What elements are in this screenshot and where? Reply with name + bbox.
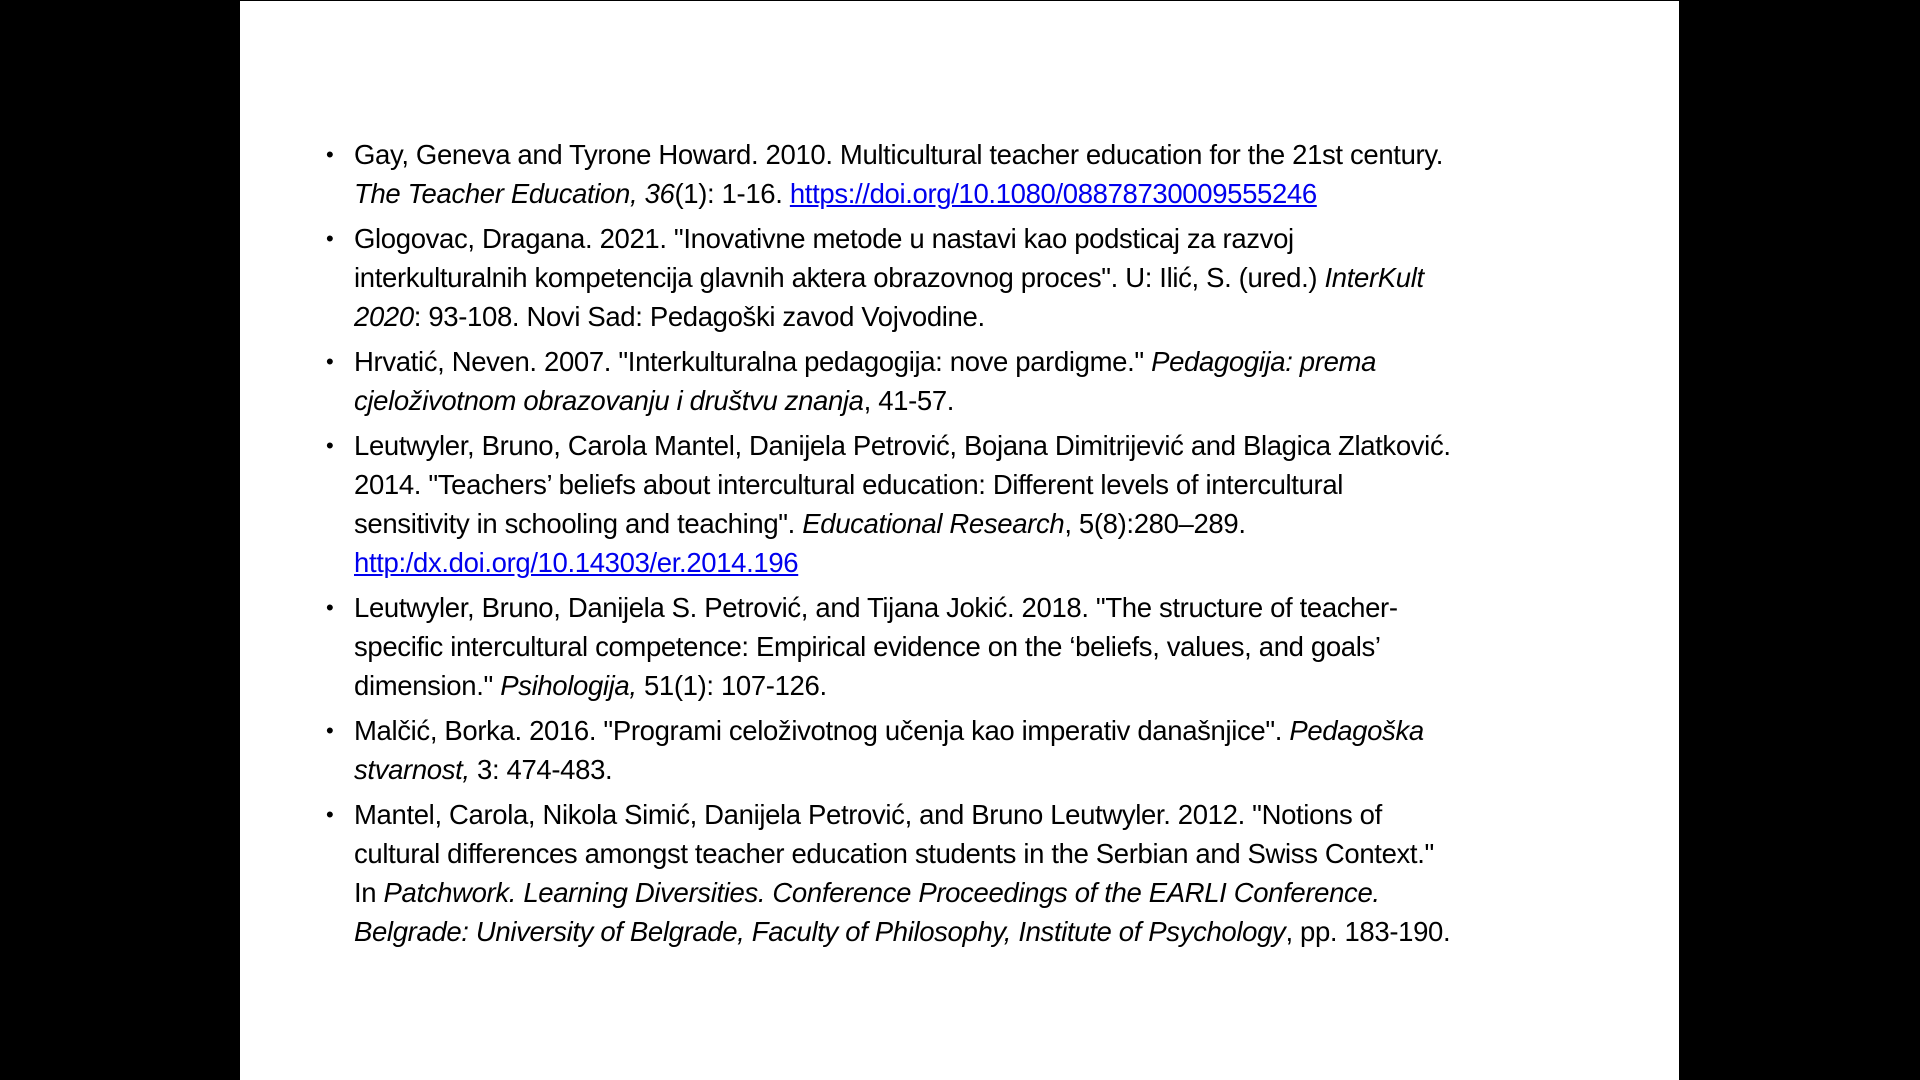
- reference-text: , 5(8):280–289.: [1064, 508, 1246, 539]
- bullet-icon: •: [326, 718, 334, 743]
- bullet-icon: •: [326, 433, 334, 458]
- slide: [240, 1, 1679, 1080]
- reference-text: sensitivity in schooling and teaching".: [354, 508, 803, 539]
- italic-text: Belgrade: University of Belgrade, Faculty of Philosophy, Institute of Psychology: [354, 916, 1286, 947]
- reference-line: [354, 135, 1654, 174]
- italic-text: Psihologija,: [500, 670, 637, 701]
- reference-line: [354, 873, 1654, 912]
- reference-text: : 93-108. Novi Sad: Pedagoški zavod Vojvodine.: [413, 301, 985, 332]
- reference-item: [326, 795, 1654, 951]
- reference-text: Gay, Geneva and Tyrone Howard. 2010. Multicultural teacher education for the 21st century.: [354, 139, 1443, 170]
- reference-line: [354, 588, 1654, 627]
- reference-line: [354, 342, 1654, 381]
- italic-text: 2020: [354, 301, 414, 332]
- reference-item: [326, 711, 1654, 789]
- reference-line: [354, 543, 1654, 582]
- reference-text: , 41-57.: [863, 385, 955, 416]
- italic-text: Patchwork. Learning Diversities. Conference Proceedings of the EARLI Conference.: [383, 877, 1380, 908]
- italic-text: Pedagogija: prema: [1151, 346, 1377, 377]
- reference-item: [326, 588, 1654, 705]
- reference-text: Hrvatić, Neven. 2007. "Interkulturalna pedagogija: nove pardigme.": [354, 346, 1152, 377]
- reference-text: dimension.": [354, 670, 501, 701]
- reference-line: [354, 465, 1654, 504]
- italic-text: InterKult: [1324, 262, 1424, 293]
- italic-text: cjeloživotnom obrazovanju i društvu znanja: [354, 385, 864, 416]
- reference-text: Malčić, Borka. 2016. "Programi celoživotnog učenja kao imperativ današnjice".: [354, 715, 1290, 746]
- reference-text: cultural differences amongst teacher education students in the Serbian and Swiss Context.": [354, 838, 1434, 869]
- reference-text: (1): 1-16.: [674, 178, 790, 209]
- doi-link[interactable]: http:/dx.doi.org/10.14303/er.2014.196: [354, 547, 799, 578]
- reference-line: [354, 381, 1654, 420]
- bullet-icon: •: [326, 595, 334, 620]
- bullet-icon: •: [326, 802, 334, 827]
- reference-line: [354, 711, 1654, 750]
- reference-text: 51(1): 107-126.: [636, 670, 827, 701]
- reference-line: [354, 504, 1654, 543]
- reference-item: [326, 342, 1654, 420]
- reference-text: Leutwyler, Bruno, Danijela S. Petrović, and Tijana Jokić. 2018. "The structure of teacher-: [354, 592, 1398, 623]
- italic-text: Educational Research: [802, 508, 1065, 539]
- italic-text: stvarnost,: [354, 754, 470, 785]
- reference-line: [354, 834, 1654, 873]
- bullet-icon: •: [326, 349, 334, 374]
- reference-item: [326, 426, 1654, 582]
- reference-list: [326, 135, 1654, 957]
- reference-text: 2014. "Teachers’ beliefs about intercultural education: Different levels of intercultural: [354, 469, 1344, 500]
- reference-text: Glogovac, Dragana. 2021. "Inovativne metode u nastavi kao podsticaj za razvoj: [354, 223, 1294, 254]
- reference-item: [326, 219, 1654, 336]
- bullet-icon: •: [326, 142, 334, 167]
- bullet-icon: •: [326, 226, 334, 251]
- reference-line: [354, 912, 1654, 951]
- doi-link[interactable]: https://doi.org/10.1080/08878730009555246: [789, 178, 1317, 209]
- reference-line: [354, 174, 1654, 213]
- reference-text: 3: 474-483.: [469, 754, 613, 785]
- italic-text: The Teacher Education, 36: [354, 178, 675, 209]
- reference-text: interkulturalnih kompetencija glavnih aktera obrazovnog proces". U: Ilić, S. (ured.): [354, 262, 1325, 293]
- reference-line: [354, 258, 1654, 297]
- reference-line: [354, 795, 1654, 834]
- reference-line: [354, 219, 1654, 258]
- reference-line: [354, 666, 1654, 705]
- reference-text: In: [354, 877, 384, 908]
- reference-line: [354, 426, 1654, 465]
- reference-text: Mantel, Carola, Nikola Simić, Danijela Petrović, and Bruno Leutwyler. 2012. "Notions of: [354, 799, 1382, 830]
- reference-line: [354, 627, 1654, 666]
- reference-text: , pp. 183-190.: [1285, 916, 1451, 947]
- reference-text: specific intercultural competence: Empirical evidence on the ‘beliefs, values, and goals’: [354, 631, 1381, 662]
- italic-text: Pedagoška: [1289, 715, 1424, 746]
- reference-text: Leutwyler, Bruno, Carola Mantel, Danijela Petrović, Bojana Dimitrijević and Blagica Zlatković.: [354, 430, 1451, 461]
- reference-line: [354, 297, 1654, 336]
- reference-line: [354, 750, 1654, 789]
- reference-item: [326, 135, 1654, 213]
